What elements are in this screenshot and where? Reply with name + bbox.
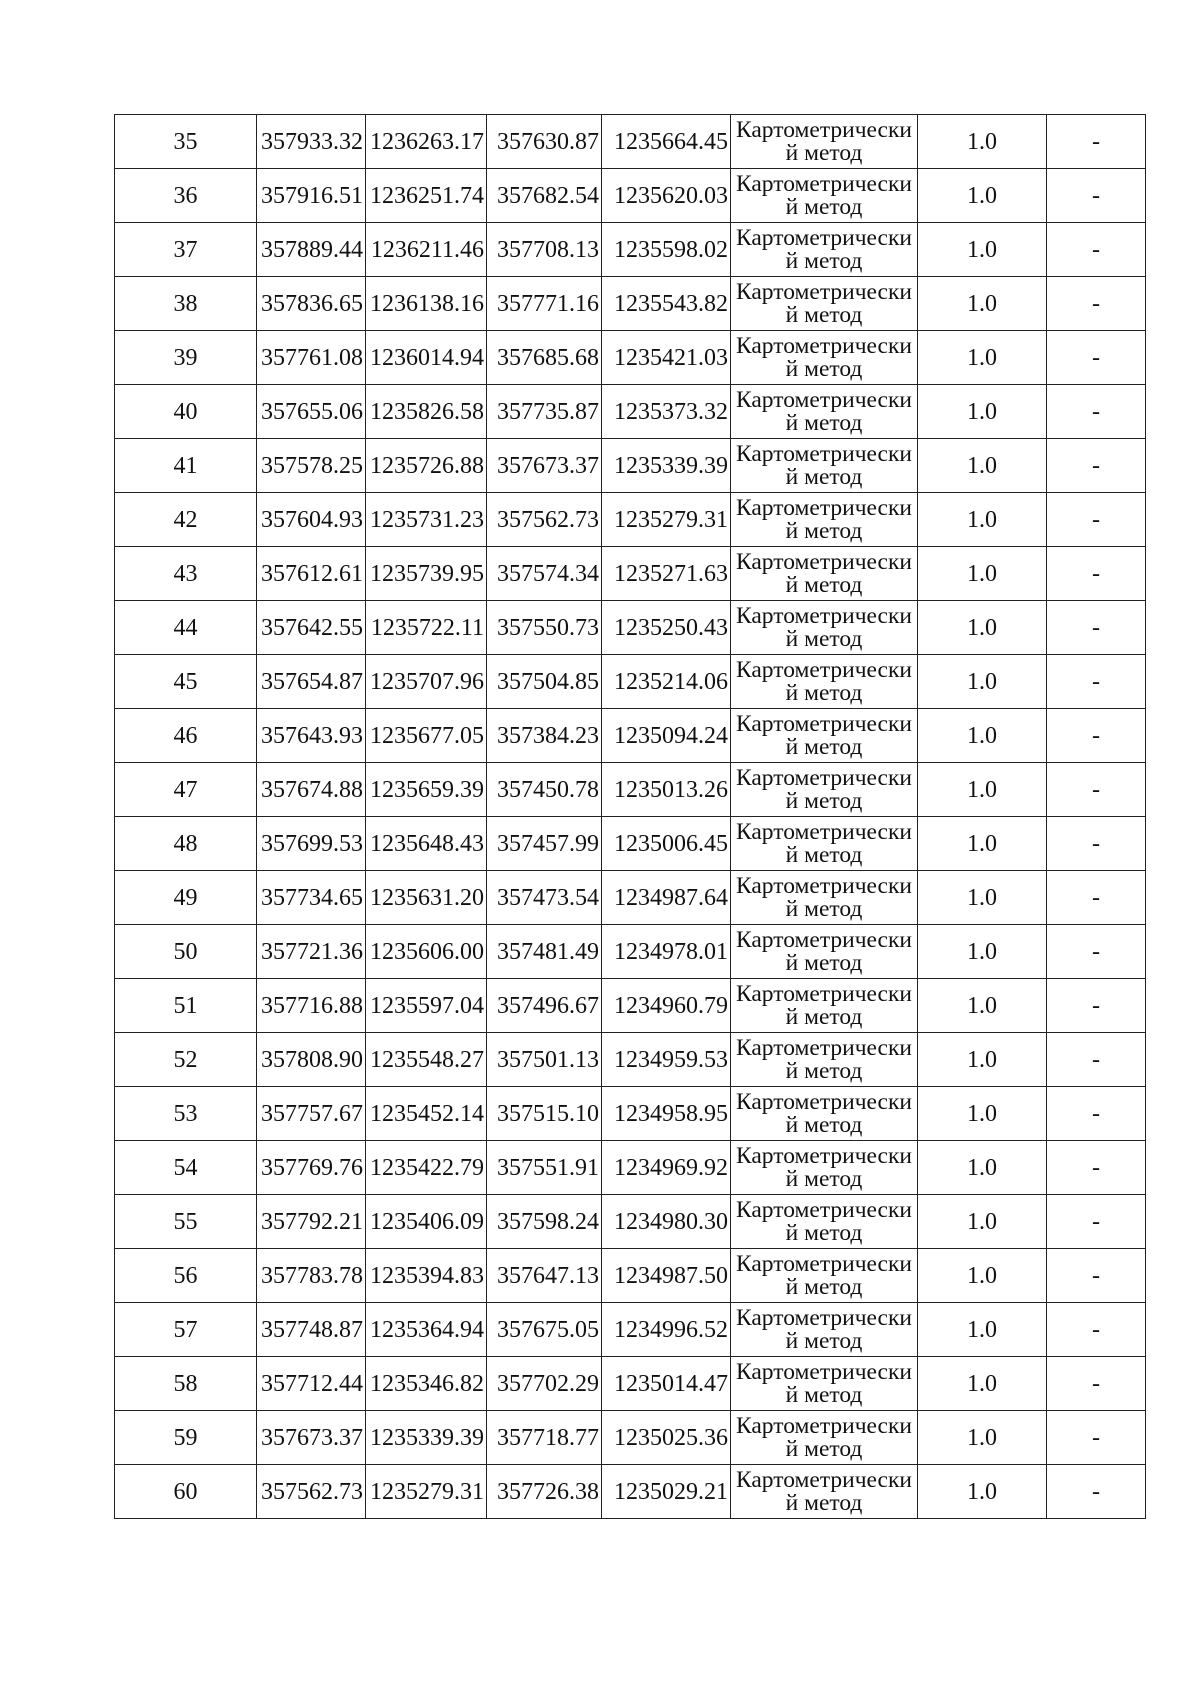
x2-cell: 357675.05 [487,1303,602,1357]
x2-cell: 357682.54 [487,169,602,223]
accuracy-cell: 1.0 [918,385,1047,439]
accuracy-cell: 1.0 [918,115,1047,169]
y2-cell: 1235094.24 [602,709,731,763]
x1-cell: 357604.93 [257,493,366,547]
table-row [115,601,1146,655]
method-line-1: Картометрически [736,1412,912,1439]
x1-cell: 357748.87 [257,1303,366,1357]
x2-cell: 357384.23 [487,709,602,763]
x1-cell: 357769.76 [257,1141,366,1195]
method-cell [731,439,918,493]
x1-cell: 357716.88 [257,979,366,1033]
table-row [115,115,1146,169]
y2-cell: 1235421.03 [602,331,731,385]
point-number-cell: 57 [115,1303,257,1357]
method-line-2: й метод [785,1057,863,1084]
point-number-cell: 40 [115,385,257,439]
method-line-2: й метод [785,247,863,274]
accuracy-cell: 1.0 [918,439,1047,493]
method-line-2: й метод [785,679,863,706]
point-number-cell: 42 [115,493,257,547]
x1-cell: 357673.37 [257,1411,366,1465]
table-row [115,547,1146,601]
accuracy-cell: 1.0 [918,547,1047,601]
method-line-1: Картометрически [736,386,912,413]
note-cell: - [1047,979,1146,1033]
accuracy-cell: 1.0 [918,1087,1047,1141]
note-cell: - [1047,1465,1146,1519]
method-cell [731,925,918,979]
method-line-1: Картометрически [736,116,912,143]
note-cell: - [1047,169,1146,223]
y2-cell: 1235250.43 [602,601,731,655]
x1-cell: 357757.67 [257,1087,366,1141]
y2-cell: 1234959.53 [602,1033,731,1087]
method-line-1: Картометрически [736,1196,912,1223]
table-row [115,1195,1146,1249]
accuracy-cell: 1.0 [918,223,1047,277]
x2-cell: 357481.49 [487,925,602,979]
y2-cell: 1235214.06 [602,655,731,709]
y1-cell: 1235648.43 [366,817,487,871]
method-cell [731,223,918,277]
table-row [115,1303,1146,1357]
y1-cell: 1235597.04 [366,979,487,1033]
method-line-1: Картометрически [736,980,912,1007]
x2-cell: 357450.78 [487,763,602,817]
table-row [115,871,1146,925]
method-cell [731,763,918,817]
point-number-cell: 39 [115,331,257,385]
note-cell: - [1047,223,1146,277]
table-row [115,925,1146,979]
point-number-cell: 49 [115,871,257,925]
x2-cell: 357673.37 [487,439,602,493]
y2-cell: 1235271.63 [602,547,731,601]
point-number-cell: 58 [115,1357,257,1411]
y2-cell: 1235598.02 [602,223,731,277]
x1-cell: 357761.08 [257,331,366,385]
x2-cell: 357515.10 [487,1087,602,1141]
note-cell: - [1047,115,1146,169]
y2-cell: 1235664.45 [602,115,731,169]
method-line-1: Картометрически [736,710,912,737]
note-cell: - [1047,1195,1146,1249]
table-row [115,439,1146,493]
method-line-1: Картометрически [736,656,912,683]
method-cell [731,817,918,871]
table-row [115,223,1146,277]
y2-cell: 1235620.03 [602,169,731,223]
x2-cell: 357574.34 [487,547,602,601]
method-cell [731,331,918,385]
x2-cell: 357647.13 [487,1249,602,1303]
table-row [115,979,1146,1033]
method-line-2: й метод [785,1435,863,1462]
method-cell [731,1411,918,1465]
y2-cell: 1234958.95 [602,1087,731,1141]
point-number-cell: 56 [115,1249,257,1303]
method-line-2: й метод [785,193,863,220]
method-line-2: й метод [785,301,863,328]
y2-cell: 1235279.31 [602,493,731,547]
x2-cell: 357735.87 [487,385,602,439]
y2-cell: 1235029.21 [602,1465,731,1519]
method-cell [731,493,918,547]
x1-cell: 357836.65 [257,277,366,331]
method-cell [731,1087,918,1141]
method-line-1: Картометрически [736,1466,912,1493]
x1-cell: 357721.36 [257,925,366,979]
method-line-1: Картометрически [736,1358,912,1385]
method-line-2: й метод [785,571,863,598]
method-cell [731,115,918,169]
y1-cell: 1235707.96 [366,655,487,709]
table-row [115,169,1146,223]
method-line-1: Картометрически [736,872,912,899]
y2-cell: 1234987.64 [602,871,731,925]
y2-cell: 1234996.52 [602,1303,731,1357]
y2-cell: 1235025.36 [602,1411,731,1465]
table-row [115,1249,1146,1303]
accuracy-cell: 1.0 [918,331,1047,385]
method-line-1: Картометрически [736,1304,912,1331]
accuracy-cell: 1.0 [918,817,1047,871]
x1-cell: 357889.44 [257,223,366,277]
accuracy-cell: 1.0 [918,1357,1047,1411]
point-number-cell: 43 [115,547,257,601]
accuracy-cell: 1.0 [918,1195,1047,1249]
x2-cell: 357550.73 [487,601,602,655]
y1-cell: 1235606.00 [366,925,487,979]
x2-cell: 357501.13 [487,1033,602,1087]
y1-cell: 1235279.31 [366,1465,487,1519]
table-row [115,817,1146,871]
method-line-1: Картометрически [736,926,912,953]
method-line-1: Картометрически [736,764,912,791]
method-line-2: й метод [785,463,863,490]
method-cell [731,601,918,655]
method-line-2: й метод [785,409,863,436]
table-row [115,709,1146,763]
accuracy-cell: 1.0 [918,925,1047,979]
x2-cell: 357771.16 [487,277,602,331]
x1-cell: 357642.55 [257,601,366,655]
x2-cell: 357551.91 [487,1141,602,1195]
note-cell: - [1047,1141,1146,1195]
method-cell [731,1195,918,1249]
method-line-2: й метод [785,841,863,868]
method-line-2: й метод [785,1111,863,1138]
x1-cell: 357643.93 [257,709,366,763]
point-number-cell: 36 [115,169,257,223]
y1-cell: 1236251.74 [366,169,487,223]
x2-cell: 357630.87 [487,115,602,169]
method-line-2: й метод [785,139,863,166]
y2-cell: 1234987.50 [602,1249,731,1303]
table-row [115,277,1146,331]
accuracy-cell: 1.0 [918,1411,1047,1465]
note-cell: - [1047,1357,1146,1411]
table-row [115,1357,1146,1411]
y1-cell: 1235406.09 [366,1195,487,1249]
table-row [115,493,1146,547]
note-cell: - [1047,817,1146,871]
y1-cell: 1235631.20 [366,871,487,925]
method-line-1: Картометрически [736,224,912,251]
accuracy-cell: 1.0 [918,1033,1047,1087]
y2-cell: 1234960.79 [602,979,731,1033]
method-line-2: й метод [785,733,863,760]
method-line-2: й метод [785,1489,863,1516]
x1-cell: 357654.87 [257,655,366,709]
method-line-1: Картометрически [736,440,912,467]
method-line-1: Картометрически [736,170,912,197]
point-number-cell: 51 [115,979,257,1033]
accuracy-cell: 1.0 [918,709,1047,763]
point-number-cell: 55 [115,1195,257,1249]
method-line-1: Картометрически [736,602,912,629]
y2-cell: 1235014.47 [602,1357,731,1411]
method-line-2: й метод [785,787,863,814]
method-cell [731,1465,918,1519]
table-row [115,1411,1146,1465]
x1-cell: 357916.51 [257,169,366,223]
point-number-cell: 44 [115,601,257,655]
x2-cell: 357726.38 [487,1465,602,1519]
x2-cell: 357496.67 [487,979,602,1033]
table-row [115,1141,1146,1195]
table-row [115,1087,1146,1141]
accuracy-cell: 1.0 [918,1249,1047,1303]
note-cell: - [1047,1303,1146,1357]
method-line-2: й метод [785,625,863,652]
method-line-1: Картометрически [736,1034,912,1061]
method-cell [731,871,918,925]
x2-cell: 357504.85 [487,655,602,709]
table-row [115,655,1146,709]
method-line-2: й метод [785,949,863,976]
method-cell [731,1249,918,1303]
accuracy-cell: 1.0 [918,871,1047,925]
method-line-2: й метод [785,1165,863,1192]
note-cell: - [1047,1411,1146,1465]
method-line-1: Картометрически [736,818,912,845]
accuracy-cell: 1.0 [918,601,1047,655]
x1-cell: 357578.25 [257,439,366,493]
method-cell [731,979,918,1033]
method-line-2: й метод [785,1327,863,1354]
y1-cell: 1235731.23 [366,493,487,547]
point-number-cell: 60 [115,1465,257,1519]
method-line-1: Картометрически [736,1250,912,1277]
method-line-1: Картометрически [736,332,912,359]
accuracy-cell: 1.0 [918,1465,1047,1519]
x2-cell: 357702.29 [487,1357,602,1411]
y1-cell: 1235422.79 [366,1141,487,1195]
method-cell [731,1303,918,1357]
accuracy-cell: 1.0 [918,655,1047,709]
point-number-cell: 47 [115,763,257,817]
note-cell: - [1047,1033,1146,1087]
x1-cell: 357674.88 [257,763,366,817]
table-row [115,1465,1146,1519]
y1-cell: 1236014.94 [366,331,487,385]
note-cell: - [1047,439,1146,493]
x2-cell: 357708.13 [487,223,602,277]
point-number-cell: 52 [115,1033,257,1087]
method-line-2: й метод [785,895,863,922]
y1-cell: 1235346.82 [366,1357,487,1411]
method-line-1: Картометрически [736,494,912,521]
x1-cell: 357783.78 [257,1249,366,1303]
note-cell: - [1047,709,1146,763]
x2-cell: 357562.73 [487,493,602,547]
method-line-2: й метод [785,1273,863,1300]
y2-cell: 1235006.45 [602,817,731,871]
method-line-2: й метод [785,1003,863,1030]
point-number-cell: 54 [115,1141,257,1195]
y1-cell: 1235364.94 [366,1303,487,1357]
point-number-cell: 48 [115,817,257,871]
method-cell [731,385,918,439]
point-number-cell: 53 [115,1087,257,1141]
note-cell: - [1047,277,1146,331]
method-cell [731,655,918,709]
y1-cell: 1235826.58 [366,385,487,439]
x2-cell: 357685.68 [487,331,602,385]
method-line-2: й метод [785,517,863,544]
y2-cell: 1235339.39 [602,439,731,493]
x1-cell: 357808.90 [257,1033,366,1087]
y1-cell: 1235726.88 [366,439,487,493]
y1-cell: 1235394.83 [366,1249,487,1303]
table-row [115,331,1146,385]
method-line-2: й метод [785,1219,863,1246]
accuracy-cell: 1.0 [918,763,1047,817]
x2-cell: 357718.77 [487,1411,602,1465]
note-cell: - [1047,493,1146,547]
accuracy-cell: 1.0 [918,169,1047,223]
method-cell [731,1141,918,1195]
point-number-cell: 37 [115,223,257,277]
accuracy-cell: 1.0 [918,979,1047,1033]
point-number-cell: 59 [115,1411,257,1465]
point-number-cell: 45 [115,655,257,709]
method-line-1: Картометрически [736,1088,912,1115]
method-line-2: й метод [785,355,863,382]
point-number-cell: 46 [115,709,257,763]
note-cell: - [1047,763,1146,817]
note-cell: - [1047,655,1146,709]
y2-cell: 1235373.32 [602,385,731,439]
y1-cell: 1236263.17 [366,115,487,169]
x1-cell: 357612.61 [257,547,366,601]
note-cell: - [1047,547,1146,601]
point-number-cell: 38 [115,277,257,331]
x1-cell: 357734.65 [257,871,366,925]
method-cell [731,709,918,763]
y1-cell: 1235677.05 [366,709,487,763]
method-cell [731,547,918,601]
point-number-cell: 50 [115,925,257,979]
x1-cell: 357562.73 [257,1465,366,1519]
note-cell: - [1047,1087,1146,1141]
y1-cell: 1235739.95 [366,547,487,601]
y2-cell: 1234969.92 [602,1141,731,1195]
method-line-1: Картометрически [736,278,912,305]
method-cell [731,277,918,331]
y1-cell: 1235722.11 [366,601,487,655]
table-row [115,385,1146,439]
x2-cell: 357598.24 [487,1195,602,1249]
note-cell: - [1047,385,1146,439]
y1-cell: 1235339.39 [366,1411,487,1465]
y1-cell: 1235659.39 [366,763,487,817]
note-cell: - [1047,925,1146,979]
accuracy-cell: 1.0 [918,493,1047,547]
method-line-1: Картометрически [736,548,912,575]
coordinates-table [114,114,1146,1519]
point-number-cell: 35 [115,115,257,169]
y1-cell: 1235548.27 [366,1033,487,1087]
table-row [115,1033,1146,1087]
y2-cell: 1234980.30 [602,1195,731,1249]
accuracy-cell: 1.0 [918,1303,1047,1357]
accuracy-cell: 1.0 [918,1141,1047,1195]
note-cell: - [1047,601,1146,655]
x1-cell: 357712.44 [257,1357,366,1411]
accuracy-cell: 1.0 [918,277,1047,331]
note-cell: - [1047,331,1146,385]
method-line-2: й метод [785,1381,863,1408]
table-body [115,115,1146,1519]
table-row [115,763,1146,817]
method-line-1: Картометрически [736,1142,912,1169]
x1-cell: 357699.53 [257,817,366,871]
point-number-cell: 41 [115,439,257,493]
x1-cell: 357933.32 [257,115,366,169]
y1-cell: 1236138.16 [366,277,487,331]
x2-cell: 357473.54 [487,871,602,925]
y2-cell: 1235013.26 [602,763,731,817]
x2-cell: 357457.99 [487,817,602,871]
x1-cell: 357792.21 [257,1195,366,1249]
note-cell: - [1047,1249,1146,1303]
y2-cell: 1235543.82 [602,277,731,331]
method-cell [731,169,918,223]
y2-cell: 1234978.01 [602,925,731,979]
y1-cell: 1235452.14 [366,1087,487,1141]
x1-cell: 357655.06 [257,385,366,439]
method-cell [731,1357,918,1411]
method-cell [731,1033,918,1087]
note-cell: - [1047,871,1146,925]
y1-cell: 1236211.46 [366,223,487,277]
